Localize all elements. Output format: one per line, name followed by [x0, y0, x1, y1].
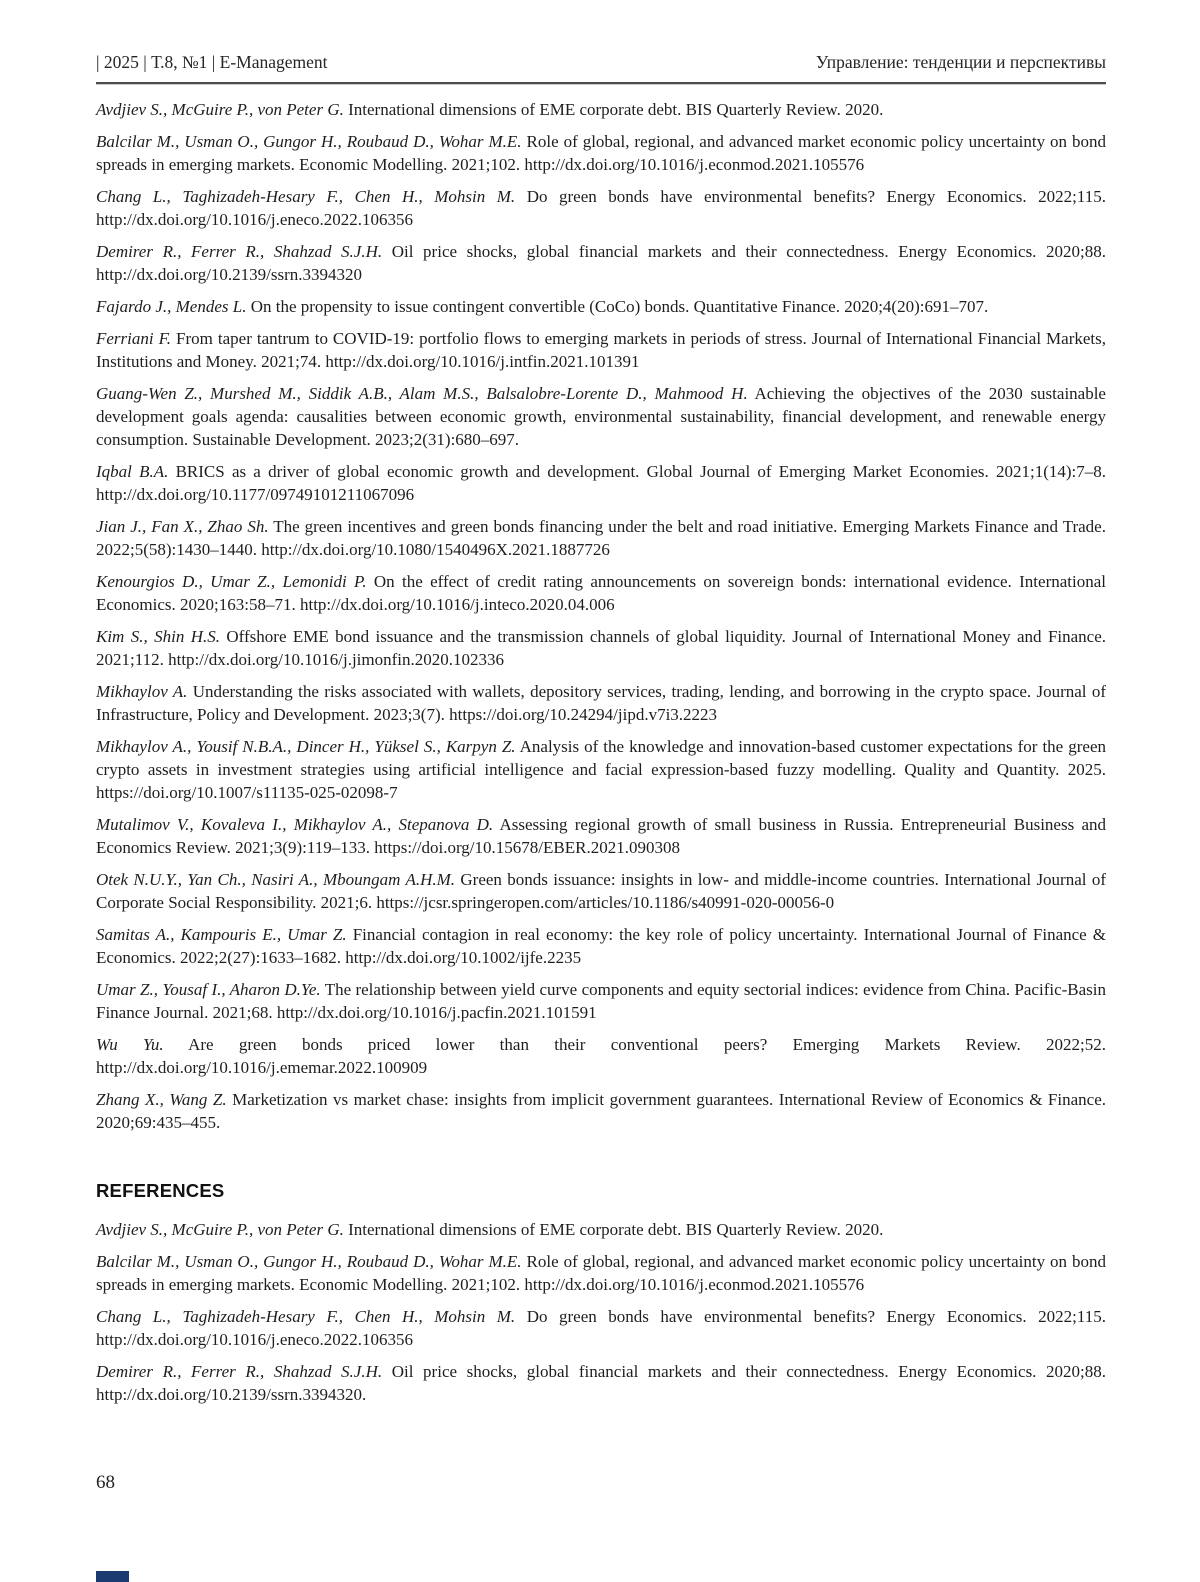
reference-authors: Umar Z., Yousaf I., Aharon D.Ye.	[96, 980, 321, 999]
reference-authors: Iqbal B.A.	[96, 462, 169, 481]
reference-text: On the propensity to issue contingent convertible (CoCo) bonds. Quantitative Finance. 2020;4(20):691–707.	[250, 297, 989, 316]
reference-authors: Avdjiev S., McGuire P., von Peter G.	[96, 1220, 344, 1239]
reference-authors: Avdjiev S., McGuire P., von Peter G.	[96, 100, 344, 119]
reference-entry	[96, 382, 1106, 451]
reference-text: International dimensions of EME corporate debt. BIS Quarterly Review. 2020.	[348, 100, 884, 119]
reference-entry	[96, 868, 1106, 914]
reference-authors: Samitas A., Kampouris E., Umar Z.	[96, 925, 347, 944]
reference-entry	[96, 1360, 1106, 1406]
header-rule	[96, 82, 1106, 85]
reference-text: Do green bonds have environmental benefits? Energy Economics. 2022;115. http://dx.doi.org/10.1016/j.eneco.2022.106356	[96, 187, 1106, 229]
reference-entry	[96, 515, 1106, 561]
reference-text: BRICS as a driver of global economic growth and development. Global Journal of Emerging Market Economies. 2021;1(14):7–8. http://dx.doi.org/10.1177/09749101211067096	[96, 462, 1107, 504]
reference-text: On the effect of credit rating announcements on sovereign bonds: international evidence. International Economics. 2020;163:58–71. http://dx.doi.org/10.1016/j.inteco.2020.04.006	[96, 572, 1106, 614]
reference-entry	[96, 1250, 1106, 1296]
reference-text: Offshore EME bond issuance and the transmission channels of global liquidity. Journal of International Money and Finance. 2021;112. http://dx.doi.org/10.1016/j.jimonfin.2020.102336	[96, 627, 1107, 669]
reference-entry	[96, 625, 1106, 671]
reference-authors: Demirer R., Ferrer R., Shahzad S.J.H.	[96, 242, 383, 261]
reference-entry	[96, 680, 1106, 726]
references-list	[96, 1218, 1106, 1406]
reference-entry	[96, 240, 1106, 286]
reference-authors: Wu Yu.	[96, 1035, 164, 1054]
reference-authors: Balcilar M., Usman O., Gungor H., Roubaud D., Wohar M.E.	[96, 1252, 522, 1271]
reference-entry	[96, 295, 1106, 318]
reference-entry	[96, 1218, 1106, 1241]
reference-authors: Kenourgios D., Umar Z., Lemonidi P.	[96, 572, 367, 591]
page-number: 68	[96, 1472, 115, 1493]
reference-text: From taper tantrum to COVID-19: portfolio flows to emerging markets in periods of stress. Journal of International Financial Markets, Institutions and Money. 2021;74. http://dx.doi.org/10.1016/j.intfin.2021.101391	[96, 329, 1106, 371]
reference-text: Role of global, regional, and advanced market economic policy uncertainty on bond spreads in emerging markets. Economic Modelling. 2021;102. http://dx.doi.org/10.1016/j.econmod.2021.105576	[96, 1252, 1106, 1294]
page-header	[96, 0, 1106, 73]
reference-authors: Guang-Wen Z., Murshed M., Siddik A.B., Alam M.S., Balsalobre-Lorente D., Mahmood H.	[96, 384, 748, 403]
reference-authors: Mikhaylov A., Yousif N.B.A., Dincer H., Yüksel S., Karpyn Z.	[96, 737, 516, 756]
reference-text: The relationship between yield curve components and equity sectorial indices: evidence from China. Pacific-Basin Finance Journal. 2021;68. http://dx.doi.org/10.1016/j.pacfin.2021.101591	[96, 980, 1107, 1022]
reference-authors: Chang L., Taghizadeh-Hesary F., Chen H., Mohsin M.	[96, 1307, 516, 1326]
footer-accent-bar	[96, 1571, 129, 1582]
reference-entry	[96, 98, 1106, 121]
reference-text: Role of global, regional, and advanced market economic policy uncertainty on bond spreads in emerging markets. Economic Modelling. 2021;102. http://dx.doi.org/10.1016/j.econmod.2021.105576	[96, 132, 1106, 174]
reference-entry	[96, 978, 1106, 1024]
reference-authors: Mutalimov V., Kovaleva I., Mikhaylov A., Stepanova D.	[96, 815, 494, 834]
reference-text: Achieving the objectives of the 2030 sustainable development goals agenda: causalities between economic growth, environmental sustainability, financial development, and renewable energy consumption. Sustainable Development. 2023;2(31):680–697.	[96, 384, 1106, 449]
reference-text: Analysis of the knowledge and innovation-based customer expectations for the green crypto assets in investment strategies using artificial intelligence and facial expression-based fuzzy modelling. Quality and Quantity. 2025. https://doi.org/10.1007/s11135-025-02098-7	[96, 737, 1106, 802]
reference-entry	[96, 460, 1106, 506]
reference-entry	[96, 1033, 1106, 1079]
reference-entry	[96, 1305, 1106, 1351]
reference-text: Are green bonds priced lower than their conventional peers? Emerging Markets Review. 2022;52. http://dx.doi.org/10.1016/j.ememar.2022.100909	[96, 1035, 1106, 1077]
reference-entry	[96, 327, 1106, 373]
reference-entry	[96, 735, 1106, 804]
reference-text: Understanding the risks associated with wallets, depository services, trading, lending, and borrowing in the crypto space. Journal of Infrastructure, Policy and Development. 2023;3(7). https://doi.org/10.24294/jipd.v7i3.2223	[96, 682, 1107, 724]
reference-text: Marketization vs market chase: insights from implicit government guarantees. International Review of Economics & Finance. 2020;69:435–455.	[96, 1090, 1106, 1132]
reference-text: International dimensions of EME corporate debt. BIS Quarterly Review. 2020.	[348, 1220, 884, 1239]
reference-text: Oil price shocks, global financial markets and their connectedness. Energy Economics. 2020;88. http://dx.doi.org/10.2139/ssrn.3394320	[96, 242, 1107, 284]
reference-text: Assessing regional growth of small business in Russia. Entrepreneurial Business and Economics Review. 2021;3(9):119–133. https://doi.org/10.15678/EBER.2021.090308	[96, 815, 1107, 857]
reference-entry	[96, 813, 1106, 859]
reference-text: Green bonds issuance: insights in low- and middle-income countries. International Journal of Corporate Social Responsibility. 2021;6. https://jcsr.springeropen.com/articles/10.1186/s40991-020-00056-0	[96, 870, 1106, 912]
reference-authors: Mikhaylov A.	[96, 682, 188, 701]
reference-authors: Balcilar M., Usman O., Gungor H., Roubaud D., Wohar M.E.	[96, 132, 522, 151]
references-heading: REFERENCES	[96, 1180, 225, 1201]
bibliography-list	[96, 98, 1106, 1134]
reference-authors: Jian J., Fan X., Zhao Sh.	[96, 517, 269, 536]
references-section	[96, 98, 1106, 1406]
reference-authors: Fajardo J., Mendes L.	[96, 297, 247, 316]
reference-authors: Demirer R., Ferrer R., Shahzad S.J.H.	[96, 1362, 383, 1381]
reference-authors: Chang L., Taghizadeh-Hesary F., Chen H., Mohsin M.	[96, 187, 516, 206]
reference-authors: Kim S., Shin H.S.	[96, 627, 220, 646]
reference-text: Oil price shocks, global financial markets and their connectedness. Energy Economics. 2020;88. http://dx.doi.org/10.2139/ssrn.3394320.	[96, 1362, 1107, 1404]
reference-text: Financial contagion in real economy: the key role of policy uncertainty. International Journal of Finance & Economics. 2022;2(27):1633–1682. http://dx.doi.org/10.1002/ijfe.2235	[96, 925, 1107, 967]
reference-entry	[96, 1088, 1106, 1134]
reference-entry	[96, 923, 1106, 969]
reference-entry	[96, 570, 1106, 616]
reference-entry	[96, 130, 1106, 176]
reference-authors: Otek N.U.Y., Yan Ch., Nasiri A., Mboungam A.H.M.	[96, 870, 456, 889]
reference-text: The green incentives and green bonds financing under the belt and road initiative. Emerging Markets Finance and Trade. 2022;5(58):1430–1440. http://dx.doi.org/10.1080/1540496X.2021.1887726	[96, 517, 1106, 559]
header-journal-title: Управление: тенденции и перспективы	[815, 52, 1106, 72]
reference-authors: Ferriani F.	[96, 329, 172, 348]
reference-authors: Zhang X., Wang Z.	[96, 1090, 227, 1109]
reference-entry	[96, 185, 1106, 231]
reference-text: Do green bonds have environmental benefits? Energy Economics. 2022;115. http://dx.doi.org/10.1016/j.eneco.2022.106356	[96, 1307, 1106, 1349]
header-issue-info: | 2025 | Т.8, №1 | E-Management	[96, 52, 328, 72]
